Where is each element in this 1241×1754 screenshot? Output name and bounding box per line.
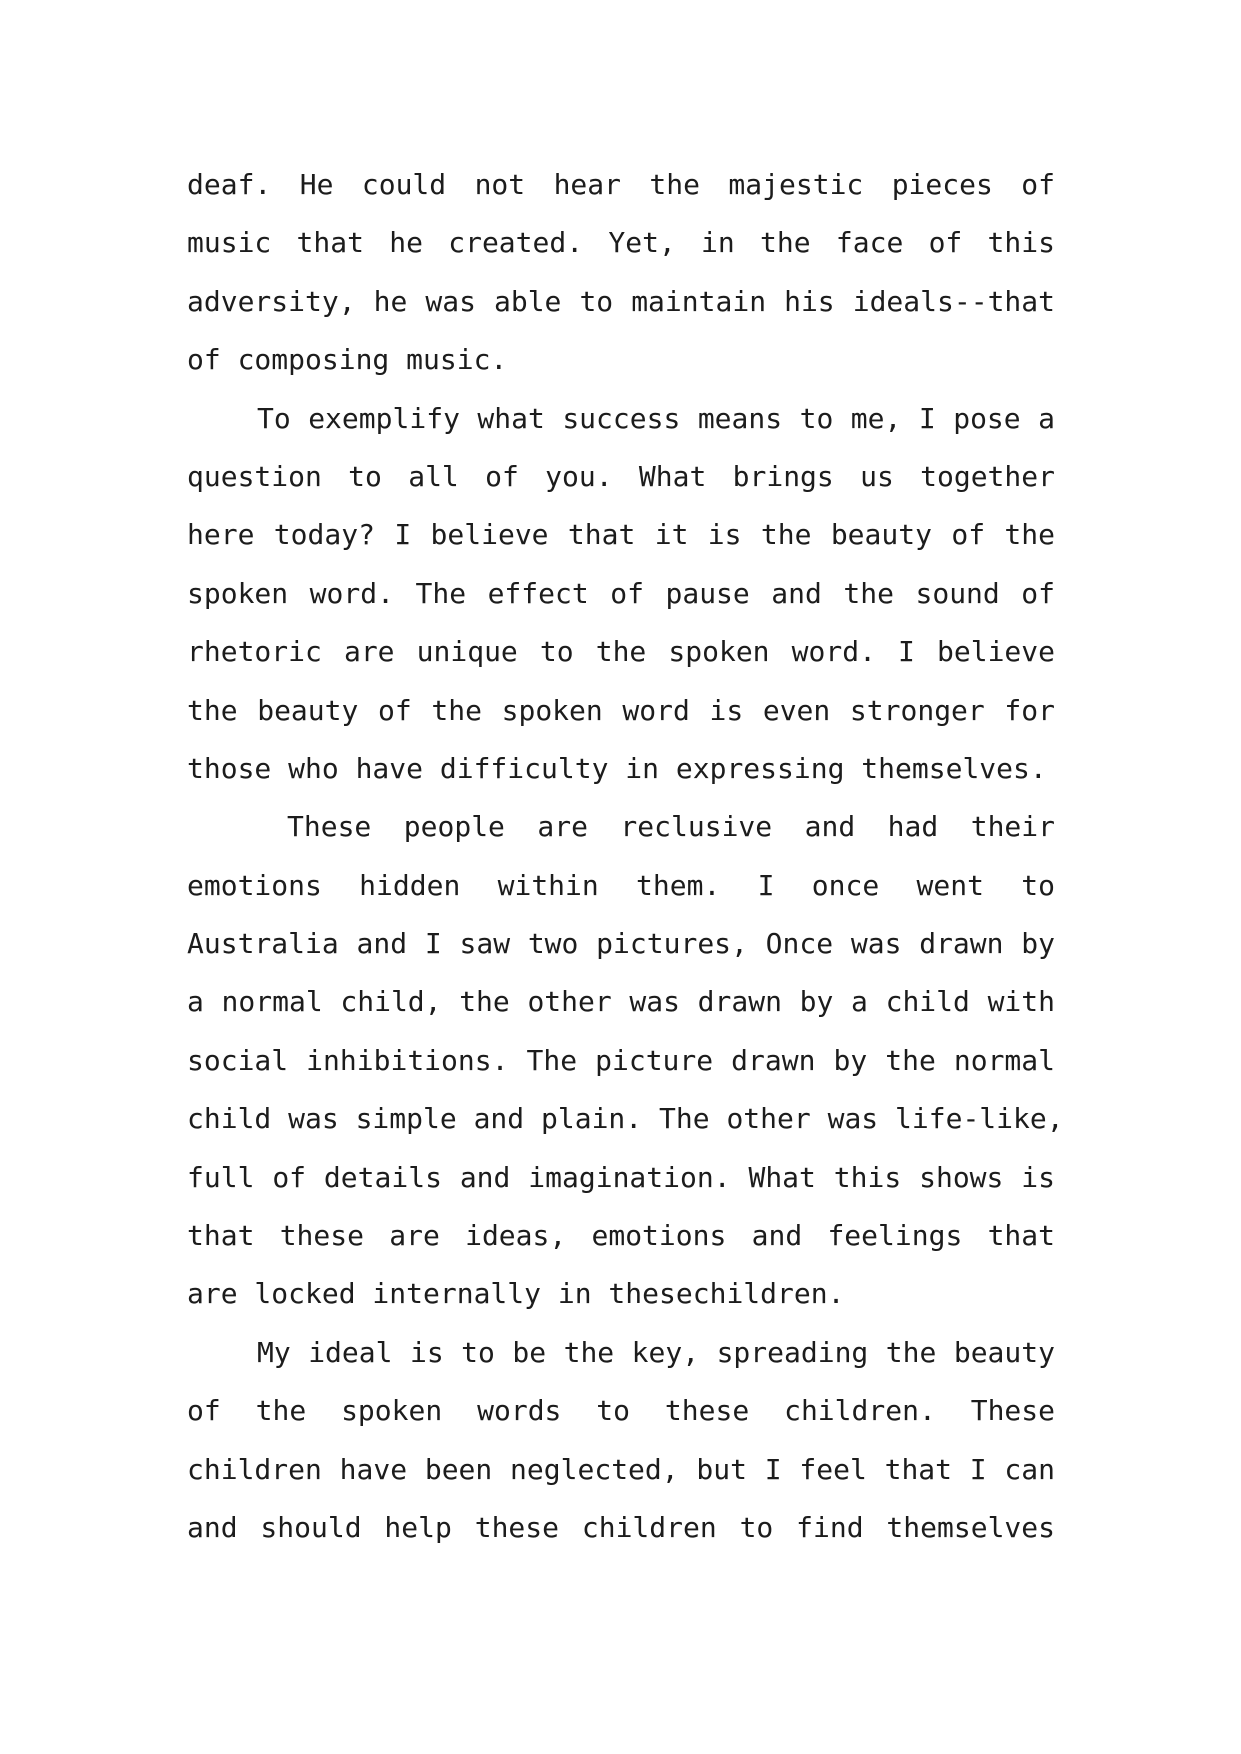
- paragraph-first-line: To exemplify what success means to me, I pose a: [257, 401, 1055, 435]
- text-line: deaf. He could not hear the majestic pieces of: [187, 168, 1055, 201]
- text-line: a normal child, the other was drawn by a child with: [187, 985, 1055, 1019]
- text-line: child was simple and plain. The other was life-like,: [187, 1102, 1064, 1136]
- text-line: full of details and imagination. What this shows is: [187, 1160, 1055, 1194]
- text-line: rhetoric are unique to the spoken word. I believe: [187, 635, 1055, 669]
- text-line: children have been neglected, but I feel that I can: [187, 1452, 1055, 1486]
- text-line: and should help these children to find themselves: [187, 1510, 1055, 1544]
- text-line: adversity, he was able to maintain his ideals--that: [187, 284, 1055, 318]
- text-line: music that he created. Yet, in the face of this: [187, 226, 1055, 260]
- text-line: that these are ideas, emotions and feelings that: [187, 1219, 1055, 1253]
- text-line: are locked internally in thesechildren.: [187, 1277, 845, 1311]
- text-line: of the spoken words to these children. These: [187, 1394, 1055, 1428]
- paragraph-first-line: These people are reclusive and had their: [287, 810, 1055, 844]
- text-line: spoken word. The effect of pause and the sound of: [187, 576, 1055, 610]
- text-line: the beauty of the spoken word is even stronger for: [187, 693, 1055, 727]
- text-line: Australia and I saw two pictures, Once was drawn by: [187, 927, 1055, 961]
- text-line: of composing music.: [187, 343, 508, 377]
- text-line: question to all of you. What brings us together: [187, 459, 1055, 493]
- text-line: emotions hidden within them. I once went to: [187, 868, 1055, 902]
- text-line: those who have difficulty in expressing themselves.: [187, 751, 1047, 785]
- paragraph-first-line: My ideal is to be the key, spreading the beauty: [257, 1335, 1055, 1369]
- text-line: social inhibitions. The picture drawn by the normal: [187, 1043, 1055, 1077]
- text-line: here today? I believe that it is the beauty of the: [187, 518, 1055, 552]
- body-text: [187, 156, 1064, 1557]
